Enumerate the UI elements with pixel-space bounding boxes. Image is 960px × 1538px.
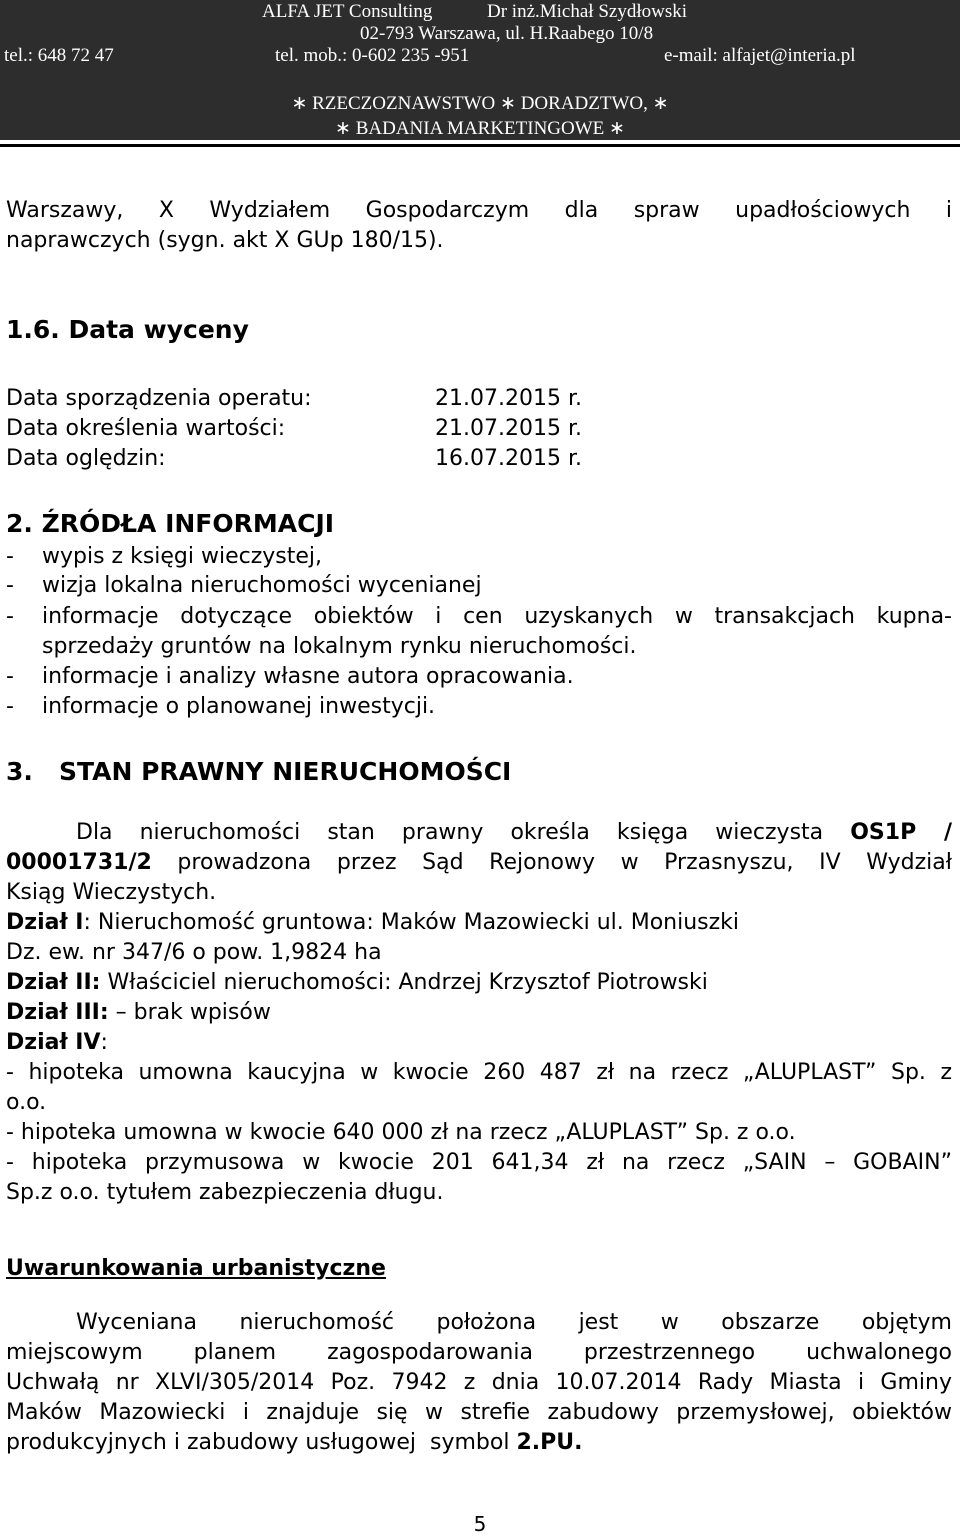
land-register-line-2: 00001731/2 prowadzona przez Sąd Rejonowy w Przasnyszu, IV Wydział xyxy=(6,850,952,875)
mortgage-3: - hipoteka przymusowa w kwocie 201 641,34 zł na rzecz „SAIN – GOBAIN” xyxy=(6,1150,952,1175)
owner-name: Dr inż.Michał Szydłowski xyxy=(487,1,688,22)
section-2-line: Dział II: Właściciel nieruchomości: Andrzej Krzysztof Piotrowski xyxy=(6,970,708,995)
company-name: ALFA JET Consulting xyxy=(262,1,433,22)
letterhead xyxy=(0,0,960,140)
email-address: e-mail: alfajet@interia.pl xyxy=(664,45,856,66)
legal-status-heading: 3. STAN PRAWNY NIERUCHOMOŚCI xyxy=(6,757,512,786)
section-3-line: Dział III: – brak wpisów xyxy=(6,1000,271,1025)
date-label-report: Data sporządzenia operatu: xyxy=(6,386,312,411)
mortgage-3-cont: Sp.z o.o. tytułem zabezpieczenia długu. xyxy=(6,1180,444,1205)
sources-heading: 2. ŹRÓDŁA INFORMACJI xyxy=(6,509,335,538)
mortgage-1: - hipoteka umowna kaucyjna w kwocie 260 487 zł na rzecz „ALUPLAST” Sp. z xyxy=(6,1060,952,1085)
services-line-2: ∗ BADANIA MARKETINGOWE ∗ xyxy=(335,118,625,139)
urban-line-5: produkcyjnych i zabudowy usługowej symbol 2.PU. xyxy=(6,1430,583,1455)
land-register-line-1: Dla nieruchomości stan prawny określa księga wieczysta OS1P / xyxy=(76,820,952,845)
intro-line-1: Warszawy, X Wydziałem Gospodarczym dla spraw upadłościowych i xyxy=(6,198,952,223)
urban-line-2: miejscowym planem zagospodarowania przestrzennego uchwalonego xyxy=(6,1340,952,1365)
intro-line-2: naprawczych (sygn. akt X GUp 180/15). xyxy=(6,228,444,253)
section-4-line: Dział IV: xyxy=(6,1030,108,1055)
valuation-date-heading: 1.6. Data wyceny xyxy=(6,315,249,344)
section-1-parcel: Dz. ew. nr 347/6 o pow. 1,9824 ha xyxy=(6,940,382,965)
urban-line-3: Uchwałą nr XLVI/305/2014 Poz. 7942 z dnia 10.07.2014 Rady Miasta i Gminy xyxy=(6,1370,952,1395)
date-value-value: 21.07.2015 r. xyxy=(435,416,582,441)
urban-conditions-heading: Uwarunkowania urbanistyczne xyxy=(6,1256,386,1281)
land-register-line-3: Ksiąg Wieczystych. xyxy=(6,880,217,905)
letterhead-divider xyxy=(0,144,960,147)
phone-number: tel.: 648 72 47 xyxy=(4,45,114,66)
date-label-inspection: Data oględzin: xyxy=(6,446,166,471)
urban-line-1: Wyceniana nieruchomość położona jest w obszarze objętym xyxy=(76,1310,952,1335)
mobile-number: tel. mob.: 0-602 235 -951 xyxy=(275,45,470,66)
document-page: ALFA JET Consulting Dr inż.Michał Szydłowski 02-793 Warszawa, ul. H.Raabego 10/8 tel.: 648 72 47 tel. mob.: 0-602 235 -951 e-mail: alfajet@interia.pl ∗ RZECZOZNAWSTWO ∗ DORADZTWO, ∗ ∗ BADANIA MARKETINGOWE ∗ Warszawy, X Wydziałem Gospodarczym dla spraw upadłościowych i naprawczych (sygn. akt X GUp 180/15). 1.6. Data wyceny Data sporządzenia operatu: 21.07.2015 r. Data określenia wartości: 21.07.2015 r. Data oględzin: 16.07.2015 r. 2. ŹRÓDŁA INFORMACJI - wypis z księgi wieczystej, - wizja lokalna nieruchomości wycenianej - informacje dotyczące obiektów i cen uzyskanych w transakcjach kupna- sprzedaży gruntów na lokalnym rynku nieruchomości. - informacje i analizy własne autora opracowania. - informacje o planowanej inwestycji. 3. STAN PRAWNY NIERUCHOMOŚCI Dla nieruchomości stan prawny określa księga wieczysta OS1P / 00001731/2 prowadzona przez Sąd Rejonowy w Przasnyszu, IV Wydział Ksiąg Wieczystych. Dział I: Nieruchomość gruntowa: Maków Mazowiecki ul. Moniuszki Dz. ew. nr 347/6 o pow. 1,9824 ha Dział II: Właściciel nieruchomości: Andrzej Krzysztof Piotrowski Dział III: – brak wpisów Dział IV: - hipoteka umowna kaucyjna w kwocie 260 487 zł na rzecz „ALUPLAST” Sp. z o.o. - hipoteka umowna w kwocie 640 000 zł na rzecz „ALUPLAST” Sp. z o.o. - hipoteka przymusowa w kwocie 201 641,34 zł na rzecz „SAIN – GOBAIN” Sp.z o.o. tytułem zabezpieczenia długu. Uwarunkowania urbanistyczne Wyceniana nieruchomość położona jest w obszarze objętym miejscowym planem zagospodarowania przestrzennego uchwalonego Uchwałą nr XLVI/305/2014 Poz. 7942 z dnia 10.07.2014 Rady Miasta i Gminy Maków Mazowiecki i znajduje się w strefie zabudowy przemysłowej, obiektów produkcyjnych i zabudowy usługowej symbol 2.PU. 5 xyxy=(0,0,960,1538)
page-number: 5 xyxy=(473,1512,487,1536)
mortgage-1-cont: o.o. xyxy=(6,1090,47,1115)
section-1-line: Dział I: Nieruchomość gruntowa: Maków Mazowiecki ul. Moniuszki xyxy=(6,910,740,935)
date-value-report: 21.07.2015 r. xyxy=(435,386,582,411)
date-label-value: Data określenia wartości: xyxy=(6,416,286,441)
mortgage-2: - hipoteka umowna w kwocie 640 000 zł na rzecz „ALUPLAST” Sp. z o.o. xyxy=(6,1120,796,1145)
date-value-inspection: 16.07.2015 r. xyxy=(435,446,582,471)
services-line-1: ∗ RZECZOZNAWSTWO ∗ DORADZTWO, ∗ xyxy=(291,93,669,114)
urban-line-4: Maków Mazowiecki i znajduje się w strefie zabudowy przemysłowej, obiektów xyxy=(6,1400,952,1425)
company-address: 02-793 Warszawa, ul. H.Raabego 10/8 xyxy=(360,23,654,44)
